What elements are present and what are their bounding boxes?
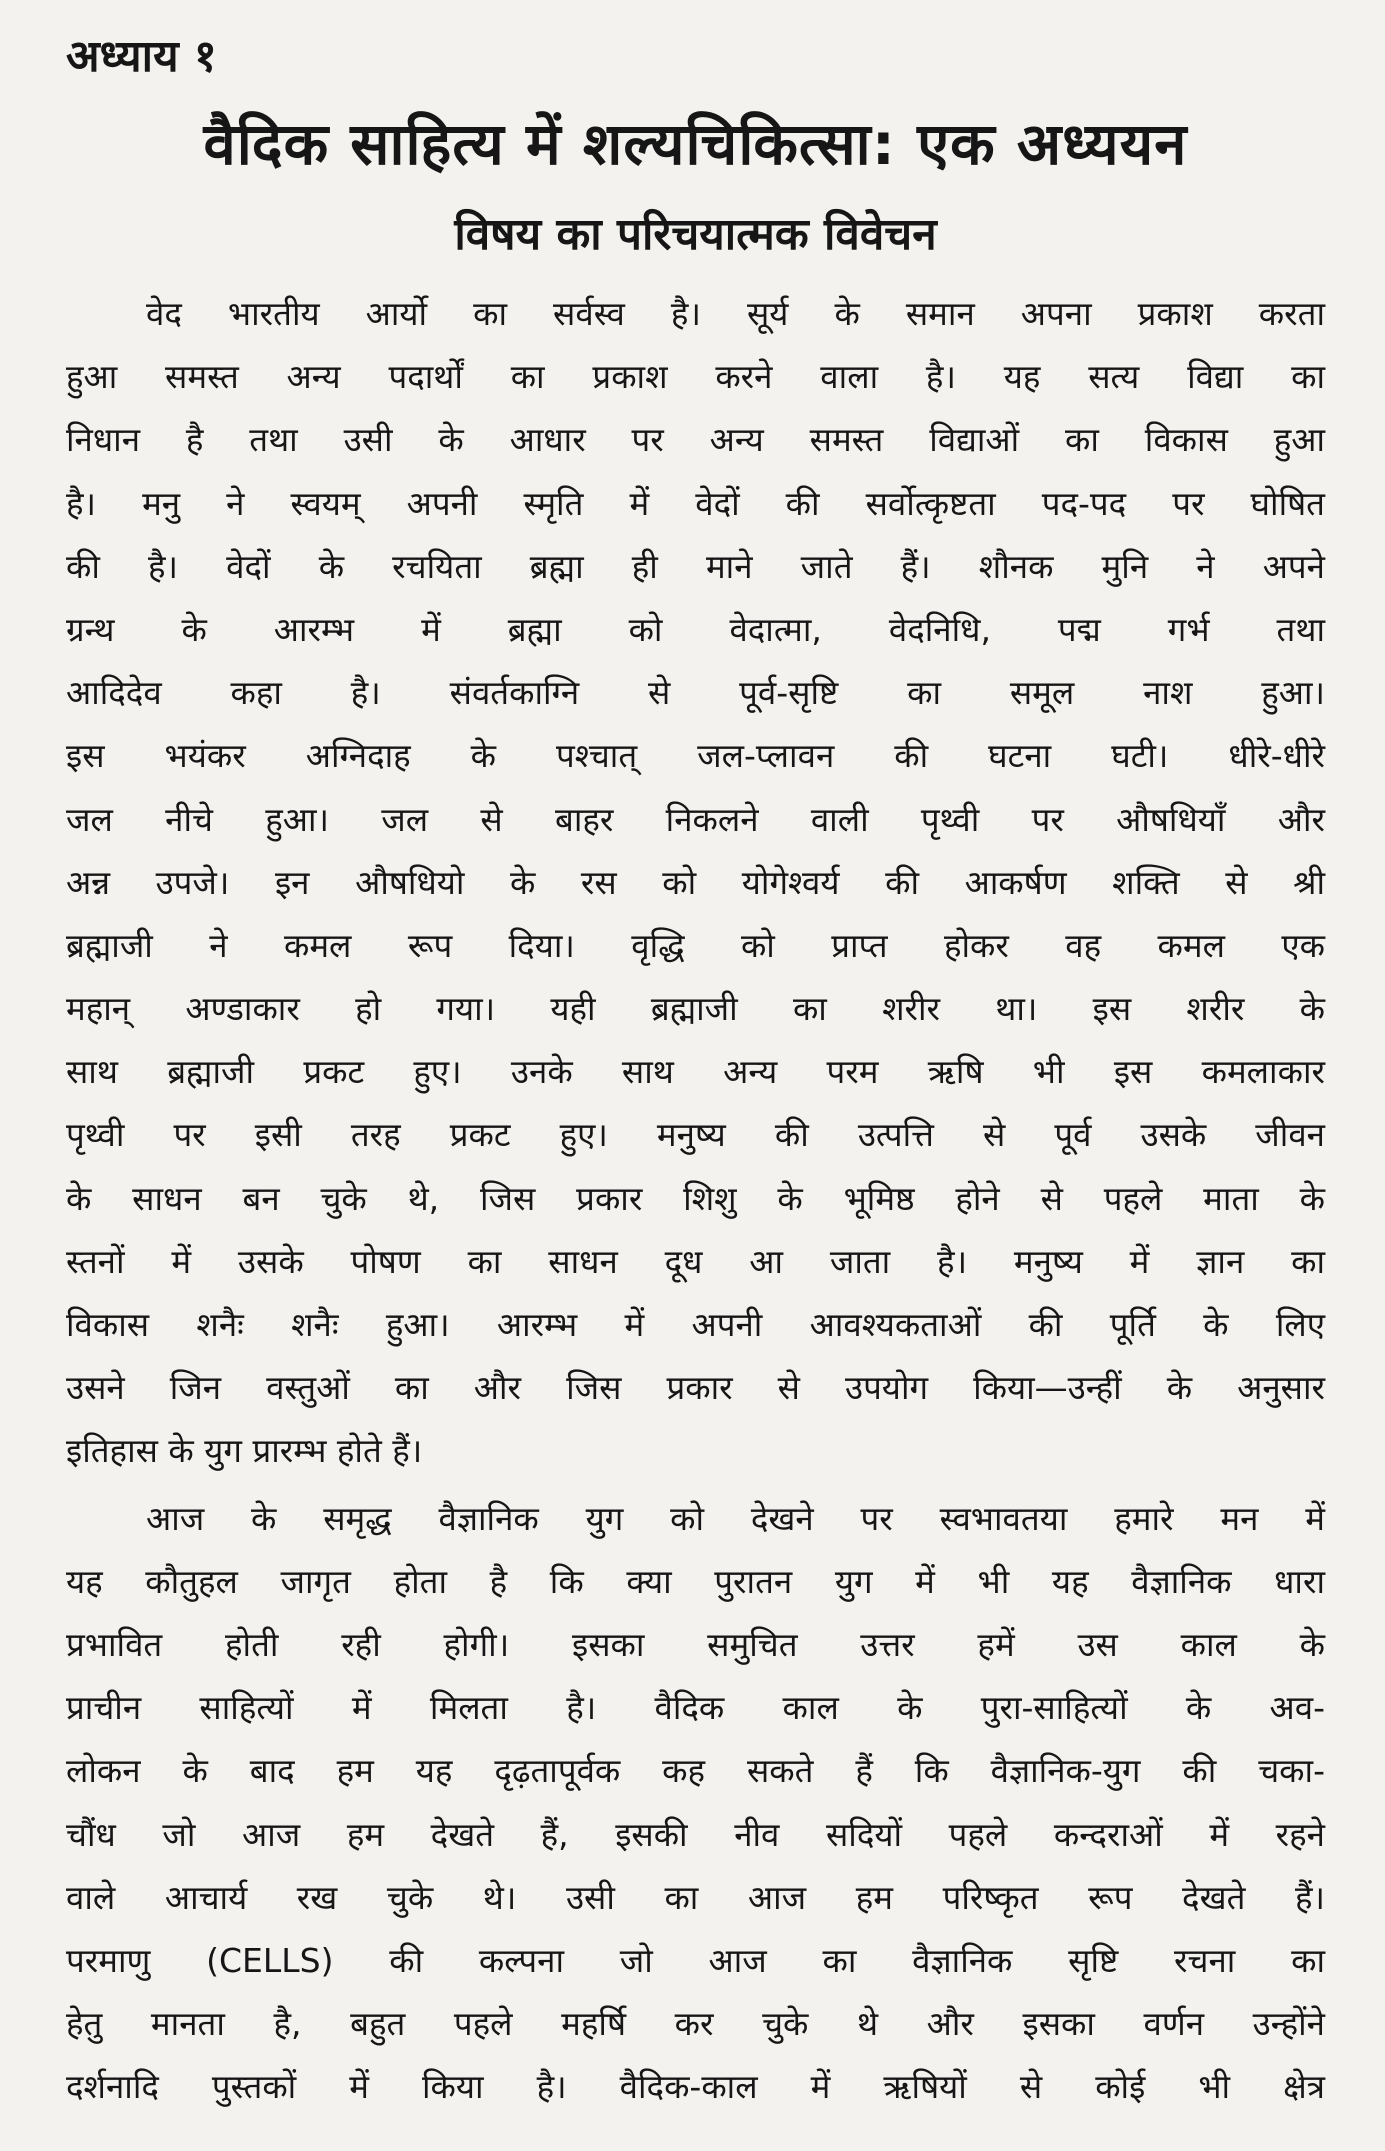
text-line: निधान है तथा उसी के आधार पर अन्य समस्त विद्याओं का विकास हुआ (66, 420, 1325, 460)
paragraph (66, 282, 1325, 1483)
text-line: पृथ्वी पर इसी तरह प्रकट हुए। मनुष्य की उत्पत्ति से पूर्व उसके जीवन (66, 1115, 1325, 1155)
text-line: साथ ब्रह्माजी प्रकट हुए। उनके साथ अन्य परम ऋषि भी इस कमलाकार (66, 1052, 1325, 1092)
text-line: यह कौतुहल जागृत होता है कि क्या पुरातन युग में भी यह वैज्ञानिक धारा (66, 1561, 1325, 1601)
text-line: चौंध जो आज हम देखते हैं, इसकी नीव सदियों पहले कन्दराओं में रहने (66, 1814, 1325, 1854)
text-line: महान् अण्डाकार हो गया। यही ब्रह्माजी का शरीर था। इस शरीर के (66, 989, 1325, 1029)
text-line: प्रभावित होती रही होगी। इसका समुचित उत्तर हमें उस काल के (66, 1624, 1325, 1664)
text-line: वाले आचार्य रख चुके थे। उसी का आज हम परिष्कृत रूप देखते हैं। (66, 1877, 1325, 1917)
text-line: ब्रह्माजी ने कमल रूप दिया। वृद्धि को प्राप्त होकर वह कमल एक (66, 925, 1325, 965)
text-line: के साधन बन चुके थे, जिस प्रकार शिशु के भूमिष्ठ होने से पहले माता के (66, 1178, 1325, 1218)
text-line: आज के समृद्ध वैज्ञानिक युग को देखने पर स्वभावतया हमारे मन में (146, 1498, 1325, 1538)
text-line: वेद भारतीय आर्यो का सर्वस्व है। सूर्य के समान अपना प्रकाश करता (146, 294, 1325, 333)
text-line: विकास शनैः शनैः हुआ। आरम्भ में अपनी आवश्यकताओं की पूर्ति के लिए (66, 1305, 1325, 1344)
body-text (66, 282, 1325, 2118)
text-line: इस भयंकर अग्निदाह के पश्चात् जल-प्लावन की घटना घटी। धीरे-धीरे (66, 736, 1325, 776)
text-line: ग्रन्थ के आरम्भ में ब्रह्मा को वेदात्मा, वेदनिधि, पद्म गर्भ तथा (66, 609, 1325, 649)
chapter-label: अध्याय १ (66, 31, 217, 82)
paragraph (66, 1487, 1325, 2119)
text-line: उसने जिन वस्तुओं का और जिस प्रकार से उपयोग किया—उन्हीं के अनुसार (66, 1368, 1325, 1408)
text-line: हुआ समस्त अन्य पदार्थों का प्रकाश करने वाला है। यह सत्य विद्या का (66, 357, 1325, 397)
text-line: प्राचीन साहित्यों में मिलता है। वैदिक काल के पुरा-साहित्यों के अव- (66, 1688, 1325, 1728)
text-line: स्तनों में उसके पोषण का साधन दूध आ जाता है। मनुष्य में ज्ञान का (66, 1241, 1325, 1281)
text-line: परमाणु (CELLS) की कल्पना जो आज का वैज्ञानिक सृष्टि रचना का (66, 1940, 1325, 1980)
page-subtitle: विषय का परिचयात्मक विवेचन (454, 209, 937, 260)
text-line: जल नीचे हुआ। जल से बाहर निकलने वाली पृथ्वी पर औषधियाँ और (66, 799, 1325, 839)
page-title: वैदिक साहित्य में शल्यचिकित्सा: एक अध्ययन (203, 110, 1188, 178)
text-line: अन्न उपजे। इन औषधियो के रस को योगेश्वर्य की आकर्षण शक्ति से श्री (66, 862, 1325, 902)
text-line: की है। वेदों के रचयिता ब्रह्मा ही माने जाते हैं। शौनक मुनि ने अपने (66, 546, 1325, 586)
text-line: है। मनु ने स्वयम् अपनी स्मृति में वेदों की सर्वोत्कृष्टता पद-पद पर घोषित (66, 483, 1325, 523)
text-line: दर्शनादि पुस्तकों में किया है। वैदिक-काल में ऋषियों से कोई भी क्षेत्र (66, 2067, 1325, 2107)
text-line: हेतु मानता है, बहुत पहले महर्षि कर चुके थे और इसका वर्णन उन्होंने (66, 2004, 1325, 2044)
text-line: इतिहास के युग प्रारम्भ होते हैं। (66, 1431, 423, 1471)
text-line: आदिदेव कहा है। संवर्तकाग्नि से पूर्व-सृष्टि का समूल नाश हुआ। (66, 673, 1325, 713)
text-line: लोकन के बाद हम यह दृढ़तापूर्वक कह सकते हैं कि वैज्ञानिक-युग की चका- (66, 1751, 1325, 1791)
